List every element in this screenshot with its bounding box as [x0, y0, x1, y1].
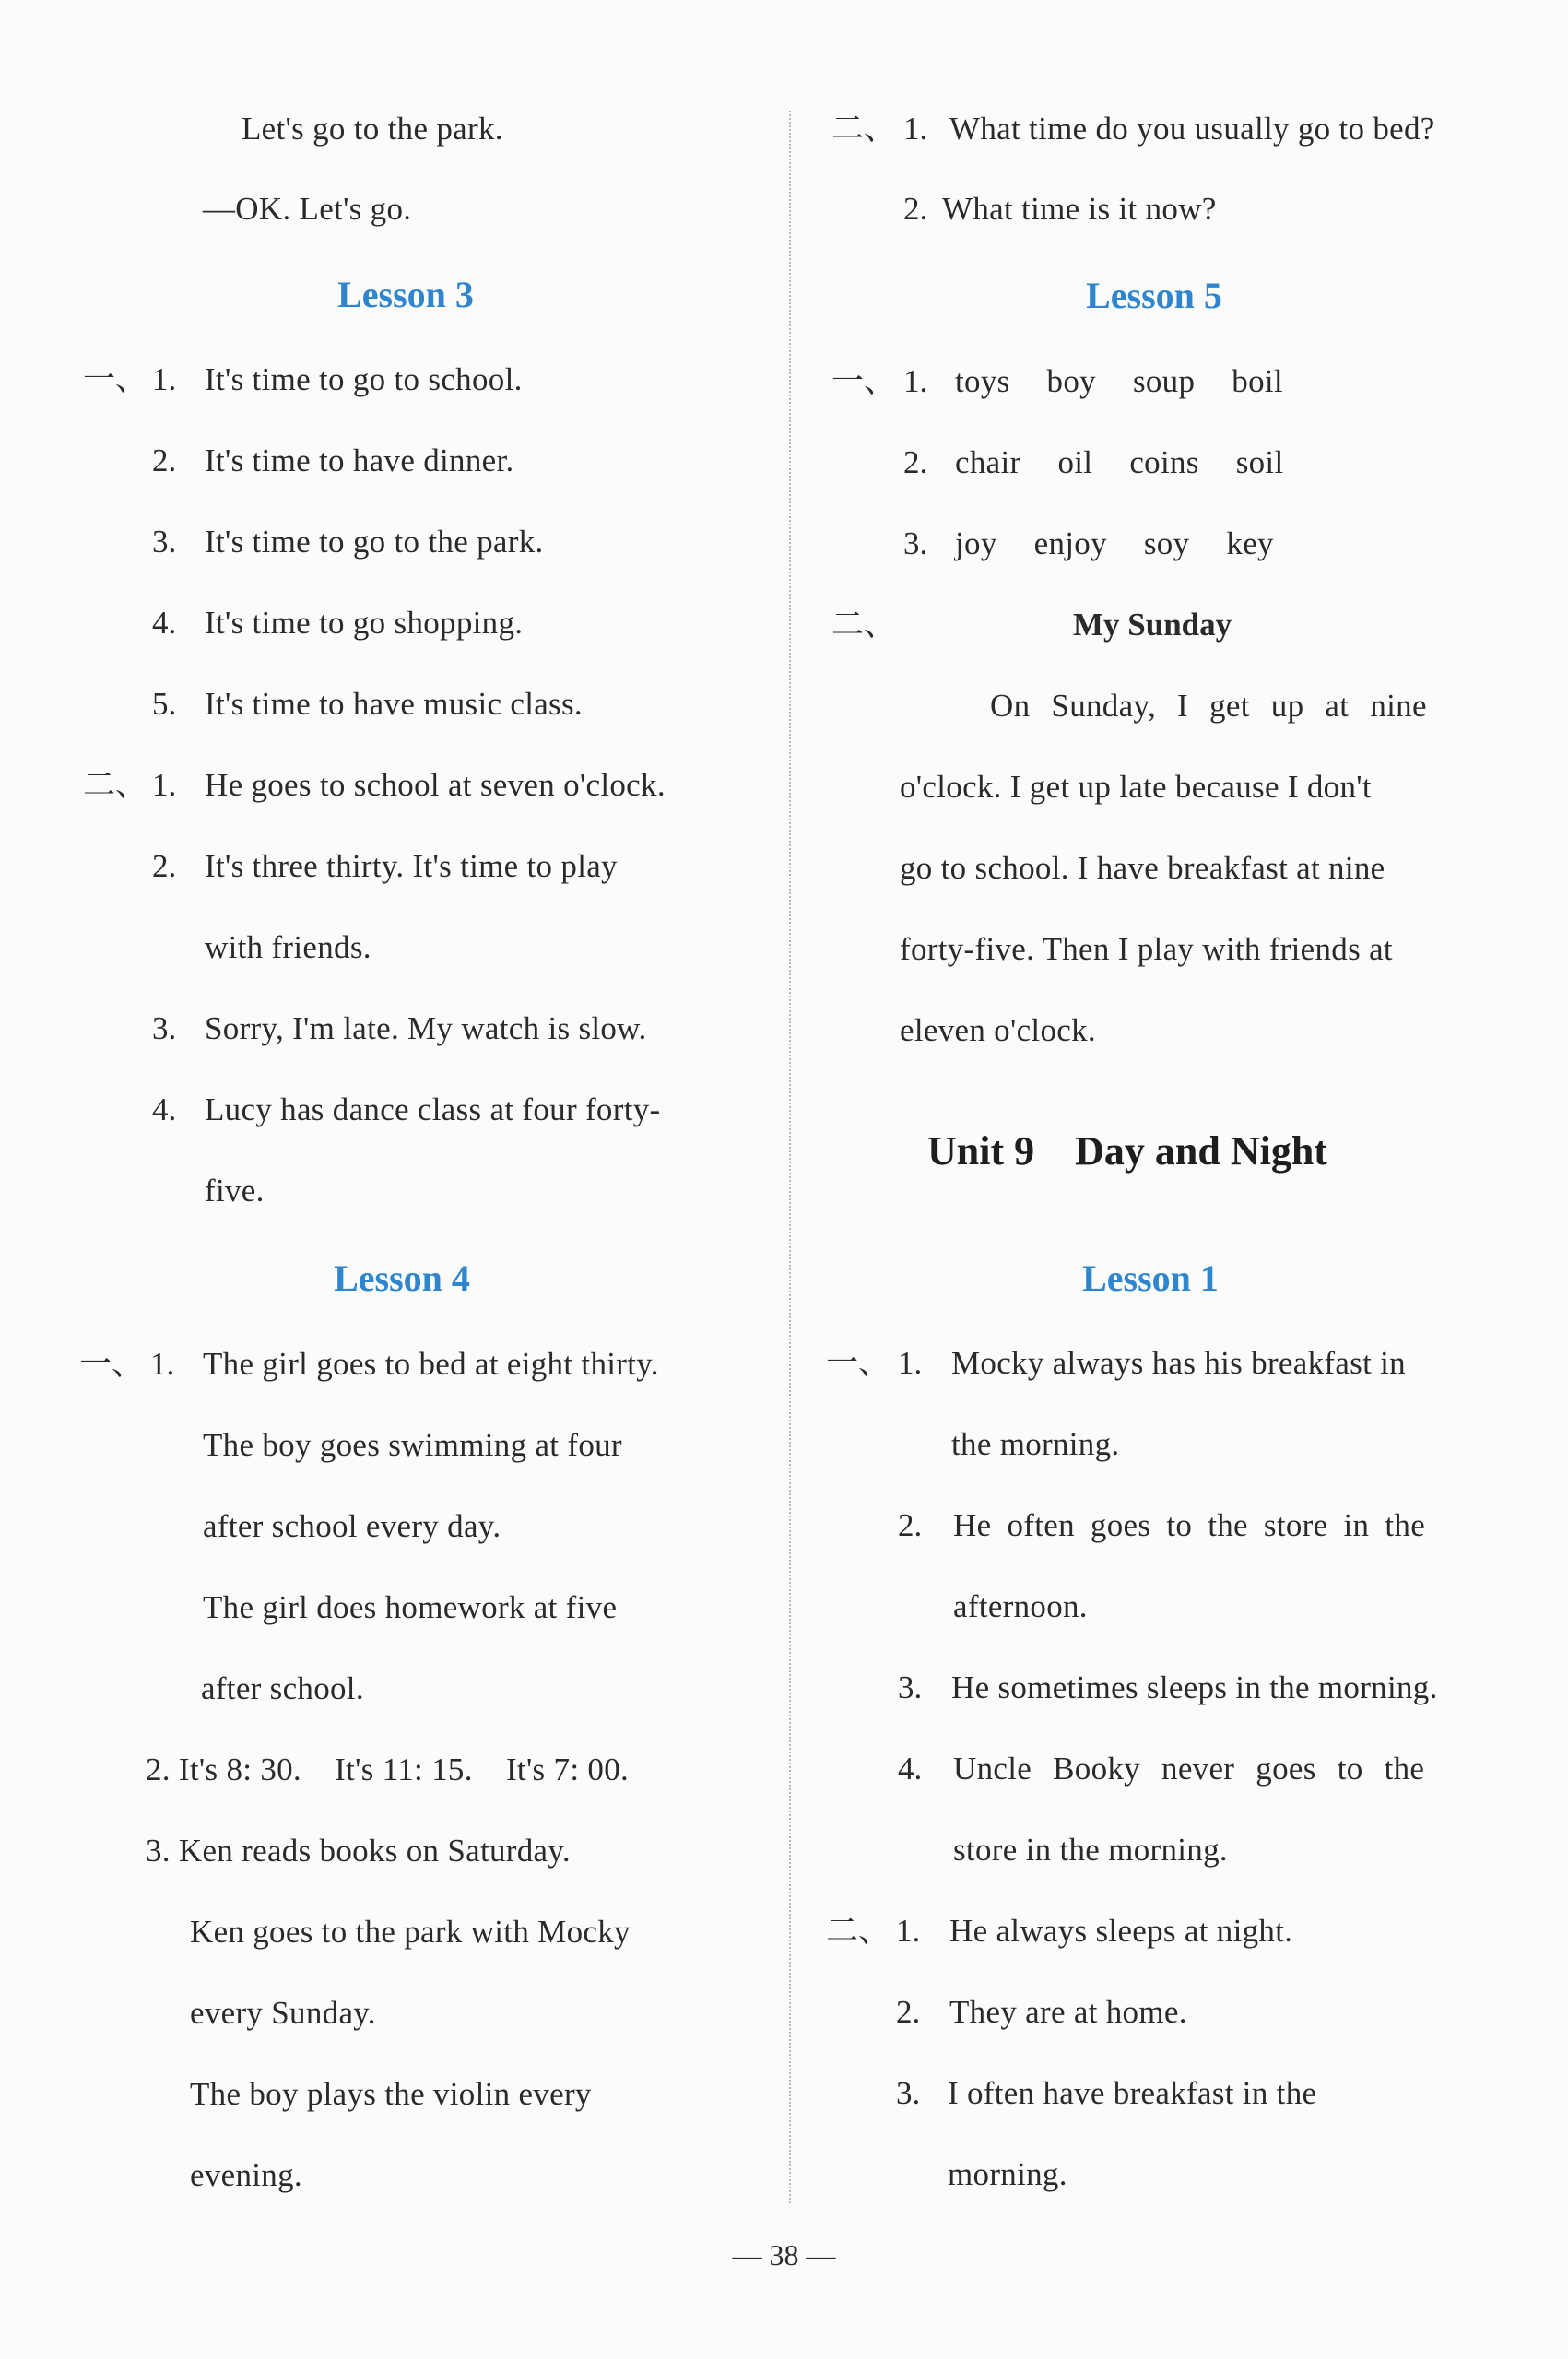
word: joy: [955, 525, 997, 561]
word: coins: [1129, 444, 1199, 480]
item-number: 2.: [903, 444, 928, 480]
item-number: 1.: [896, 1913, 921, 1949]
answer-line: He always sleeps at night.: [949, 1913, 1293, 1949]
essay-line: forty-five. Then I play with friends at: [900, 931, 1393, 967]
item-number: 1.: [898, 1345, 923, 1381]
answer-line: Sorry, I'm late. My watch is slow.: [205, 1010, 647, 1046]
item-number: 4.: [152, 1091, 177, 1127]
answer-line: The girl goes to bed at eight thirty.: [203, 1346, 659, 1382]
essay-title: My Sunday: [1073, 607, 1232, 643]
word: soup: [1132, 363, 1196, 399]
item-number: 1.: [903, 111, 928, 147]
word: soil: [1235, 444, 1284, 480]
answer-line: 2. It's 8: 30. It's 11: 15. It's 7: 00.: [146, 1752, 630, 1787]
answer-line: What time is it now?: [942, 191, 1217, 227]
answer-line: It's time to have dinner.: [205, 442, 514, 478]
answer-line: He often goes to the store in the: [953, 1507, 1426, 1543]
word-row-1: [955, 361, 1320, 402]
word-row-2: [955, 442, 1320, 483]
lesson-3-title: Lesson 3: [337, 274, 474, 315]
item-number: 3.: [896, 2075, 921, 2111]
answer-line: What time do you usually go to bed?: [949, 111, 1435, 147]
answer-line: after school.: [201, 1670, 364, 1706]
answer-line: every Sunday.: [190, 1995, 376, 2031]
section-marker-2: 二、: [831, 111, 897, 147]
answer-line: store in the morning.: [953, 1832, 1228, 1868]
word: chair: [955, 444, 1021, 480]
answer-line: It's time to go to school.: [205, 361, 523, 397]
item-number: 3.: [152, 1010, 177, 1046]
word: key: [1226, 525, 1274, 561]
answer-line: The boy plays the violin every: [190, 2076, 592, 2112]
word: oil: [1057, 444, 1093, 480]
column-divider: [789, 111, 791, 2203]
answer-line: It's three thirty. It's time to play: [205, 848, 618, 884]
item-number: 1.: [150, 1346, 175, 1382]
unit-heading: Unit 9 Day and Night: [927, 1128, 1327, 1174]
answer-line: He sometimes sleeps in the morning.: [951, 1669, 1438, 1705]
answer-line: Mocky always has his breakfast in: [951, 1345, 1406, 1381]
item-number: 2.: [903, 191, 928, 227]
answer-line: The girl does homework at five: [203, 1589, 618, 1625]
answer-line: Lucy has dance class at four forty-: [205, 1091, 661, 1127]
answer-line: five.: [205, 1173, 265, 1209]
answer-line: It's time to go shopping.: [205, 605, 524, 641]
intro-line-2: —OK. Let's go.: [203, 191, 412, 227]
essay-line: eleven o'clock.: [900, 1012, 1096, 1048]
item-number: 4.: [152, 605, 177, 641]
section-marker-1: 一、: [831, 363, 897, 400]
answer-line: It's time to go to the park.: [205, 524, 544, 560]
word: toys: [955, 363, 1010, 399]
item-number: 2.: [898, 1507, 923, 1543]
item-number: 1.: [903, 363, 928, 399]
section-marker-1: 一、: [826, 1345, 891, 1382]
item-number: 3.: [903, 525, 928, 561]
item-number: 2.: [152, 442, 177, 478]
essay-line: o'clock. I get up late because I don't: [900, 769, 1372, 805]
item-number: 3.: [898, 1669, 923, 1705]
item-number: 2.: [896, 1994, 921, 2030]
answer-line: Uncle Booky never goes to the: [953, 1751, 1425, 1787]
item-number: 4.: [898, 1751, 923, 1787]
word-row-3: [955, 524, 1311, 564]
answer-line: afternoon.: [953, 1588, 1088, 1624]
answer-line: with friends.: [205, 929, 371, 965]
item-number: 1.: [152, 767, 177, 803]
answer-line: evening.: [190, 2157, 302, 2193]
answer-line: I often have breakfast in the: [948, 2075, 1317, 2111]
lesson-1-title: Lesson 1: [1082, 1257, 1219, 1299]
word: soy: [1143, 525, 1190, 561]
page-number: — 38 —: [732, 2238, 836, 2271]
answer-line: It's time to have music class.: [205, 686, 583, 722]
answer-line: The boy goes swimming at four: [203, 1427, 622, 1463]
answer-line: morning.: [948, 2156, 1067, 2192]
answer-line: 3. Ken reads books on Saturday.: [146, 1833, 571, 1869]
lesson-4-title: Lesson 4: [334, 1257, 470, 1299]
answer-line: after school every day.: [203, 1508, 501, 1544]
answer-line: He goes to school at seven o'clock.: [205, 767, 666, 803]
essay-line: On Sunday, I get up at nine: [990, 688, 1427, 724]
essay-line: go to school. I have breakfast at nine: [900, 850, 1385, 886]
lesson-5-title: Lesson 5: [1086, 275, 1222, 316]
section-marker-1: 一、: [79, 1346, 145, 1383]
item-number: 3.: [152, 524, 177, 560]
answer-line: They are at home.: [949, 1994, 1187, 2030]
intro-line-1: Let's go to the park.: [242, 111, 503, 147]
section-marker-1: 一、: [83, 361, 148, 398]
word: boil: [1232, 363, 1283, 399]
word: enjoy: [1033, 525, 1107, 561]
item-number: 5.: [152, 686, 177, 722]
answer-line: the morning.: [951, 1426, 1120, 1462]
word: boy: [1046, 363, 1096, 399]
item-number: 1.: [152, 361, 177, 397]
section-marker-2: 二、: [83, 767, 148, 804]
section-marker-2: 二、: [831, 607, 897, 643]
section-marker-2: 二、: [826, 1913, 891, 1950]
item-number: 2.: [152, 848, 177, 884]
answer-line: Ken goes to the park with Mocky: [190, 1914, 631, 1950]
